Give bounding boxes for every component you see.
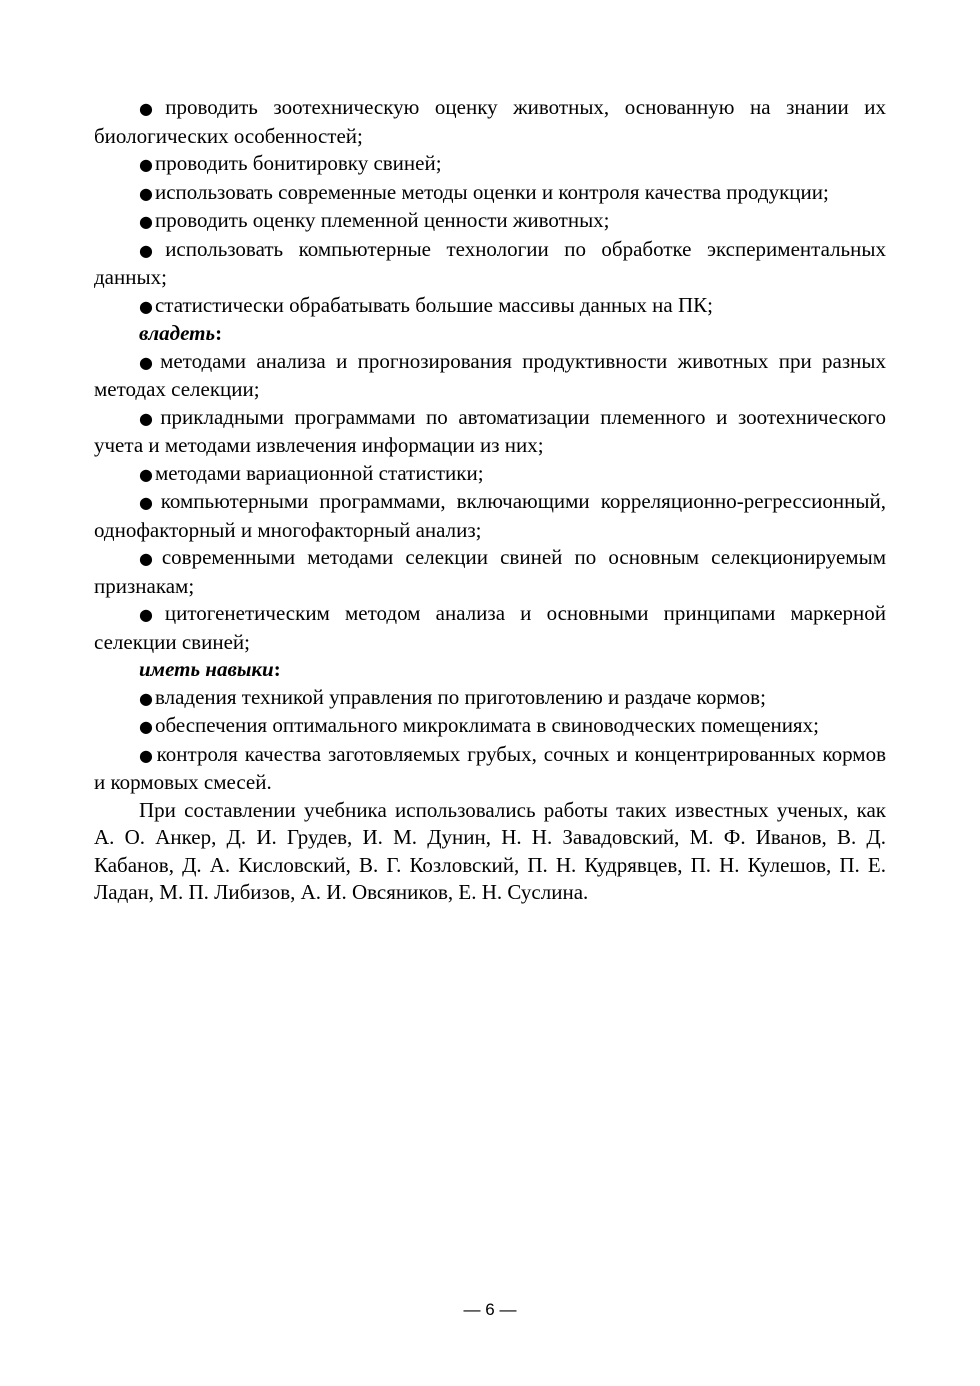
bullet-icon: ● [139,99,164,118]
list-item: ●методами вариационной статистики; [139,460,484,485]
list-item: ●проводить зоотехническую оценку животных, основанную на знании их биологических особенностей; [94,95,886,148]
list-item: ●цитогенетическим методом анализа и основными принципами маркерной селекции свиней; [94,601,886,654]
bullet-icon: ● [139,212,153,231]
list-item: ●методами анализа и прогнозирования продуктивности животных при разных методах селекции; [94,348,887,401]
page-body [94,94,886,907]
bullet-icon: ● [139,183,153,203]
bullet-icon: ● [139,717,153,736]
bullet-icon: ● [139,240,164,260]
page-number: — 6 — [463,1300,517,1319]
bullet-icon: ● [139,408,159,428]
bullet-icon: ● [139,745,155,765]
list-item: ●обеспечения оптимального микроклимата в свиноводческих помещениях; [139,713,819,737]
list-item: ●прикладными программами по автоматизации племенного и зоотехнического учета и методами извлечения информации из них; [94,404,886,457]
list-item: ●статистически обрабатывать большие массивы данных на ПК; [139,292,713,317]
section-heading-navyki: иметь навыки: [139,657,281,681]
list-item: ●проводить оценку племенной ценности животных; [139,208,610,232]
bullet-icon: ● [139,155,153,174]
list-item: ●компьютерными программами, включающими корреляционно-регрессионный, однофакторный и многофакторный анализ; [94,489,886,542]
bullet-icon: ● [139,352,159,372]
bullet-icon: ● [139,549,160,568]
section-heading-vladet: владеть: [139,321,223,345]
list-item: ●владения техникой управления по приготовлению и раздаче кормов; [139,684,766,709]
list-item: ●контроля качества заготовляемых грубых, сочных и концентрированных кормов и кормовых смесей. [94,741,886,794]
bullet-icon: ● [139,605,163,624]
bullet-icon: ● [139,688,153,708]
bullet-icon: ● [139,296,153,316]
list-item: ●использовать компьютерные технологии по обработке экспериментальных данных; [94,236,886,289]
list-item: ●использовать современные методы оценки и контроля качества продукции; [139,179,829,204]
list-item: ●современными методами селекции свиней по основным селекционируемым признакам; [94,545,886,598]
bullet-icon: ● [139,464,153,484]
closing-paragraph: При составлении учебника использовались работы таких известных ученых, как А. О. Анкер, Д. И. Грудев, И. М. Дунин, Н. Н. Завадовский, М. Ф. Иванов, В. Д. Кабанов, Д. А. Кисловский, В. Г. Козловский, П. Н. Кудрявцев, П. Н. Кулешов, П. Е. Ладан, М. П. Либизов, А. И. Овсяников, Е. Н. Суслина. [94,797,886,904]
list-item: ●проводить бонитировку свиней; [139,151,442,175]
bullet-icon: ● [139,493,159,512]
